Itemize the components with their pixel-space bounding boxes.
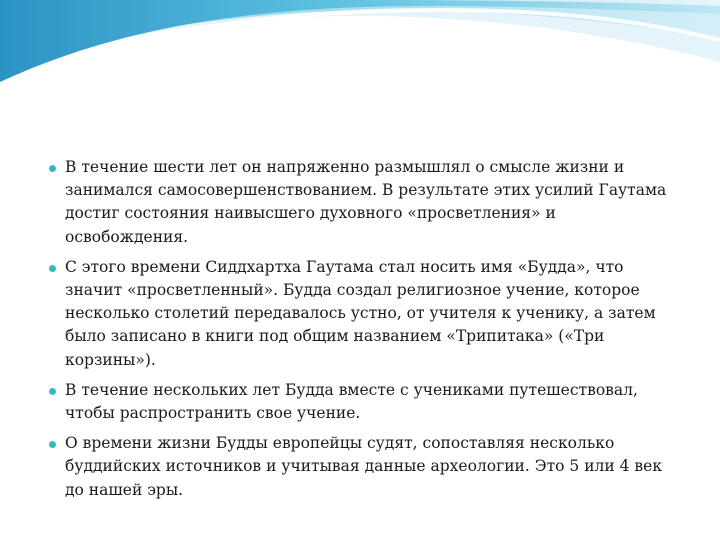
bullet-text: В течение шести лет он напряженно размышлял о смысле жизни и занимался самосовершенствованием. В результате этих усилий Гаутама достиг состояния наивысшего духовного «просветления» и освобождения. xyxy=(65,158,667,246)
bullet-item xyxy=(47,432,677,502)
bullet-item xyxy=(47,379,677,425)
bullet-text: В течение нескольких лет Будда вместе с учениками путешествовал, чтобы распространить свое учение. xyxy=(65,380,638,423)
bullet-icon xyxy=(47,256,65,280)
bullet-item xyxy=(47,256,677,372)
bullet-text: С этого времени Сиддхартха Гаутама стал носить имя «Будда», что значит «просветленный». Будда создал религиозное учение, которое несколько столетий передавалось устно, от учителя к ученику, а затем было записано в книги под общим названием «Трипитака» («Три корзины»). xyxy=(65,257,656,369)
header-wave-decoration xyxy=(0,0,720,95)
bullet-icon xyxy=(47,432,65,456)
bullet-item xyxy=(47,156,677,249)
bullet-icon xyxy=(47,379,65,403)
bullet-text: О времени жизни Будды европейцы судят, сопоставляя несколько буддийских источников и учитывая данные археологии. Это 5 или 4 век до нашей эры. xyxy=(65,434,663,499)
bullet-icon xyxy=(47,156,65,180)
bullet-list xyxy=(47,156,677,509)
